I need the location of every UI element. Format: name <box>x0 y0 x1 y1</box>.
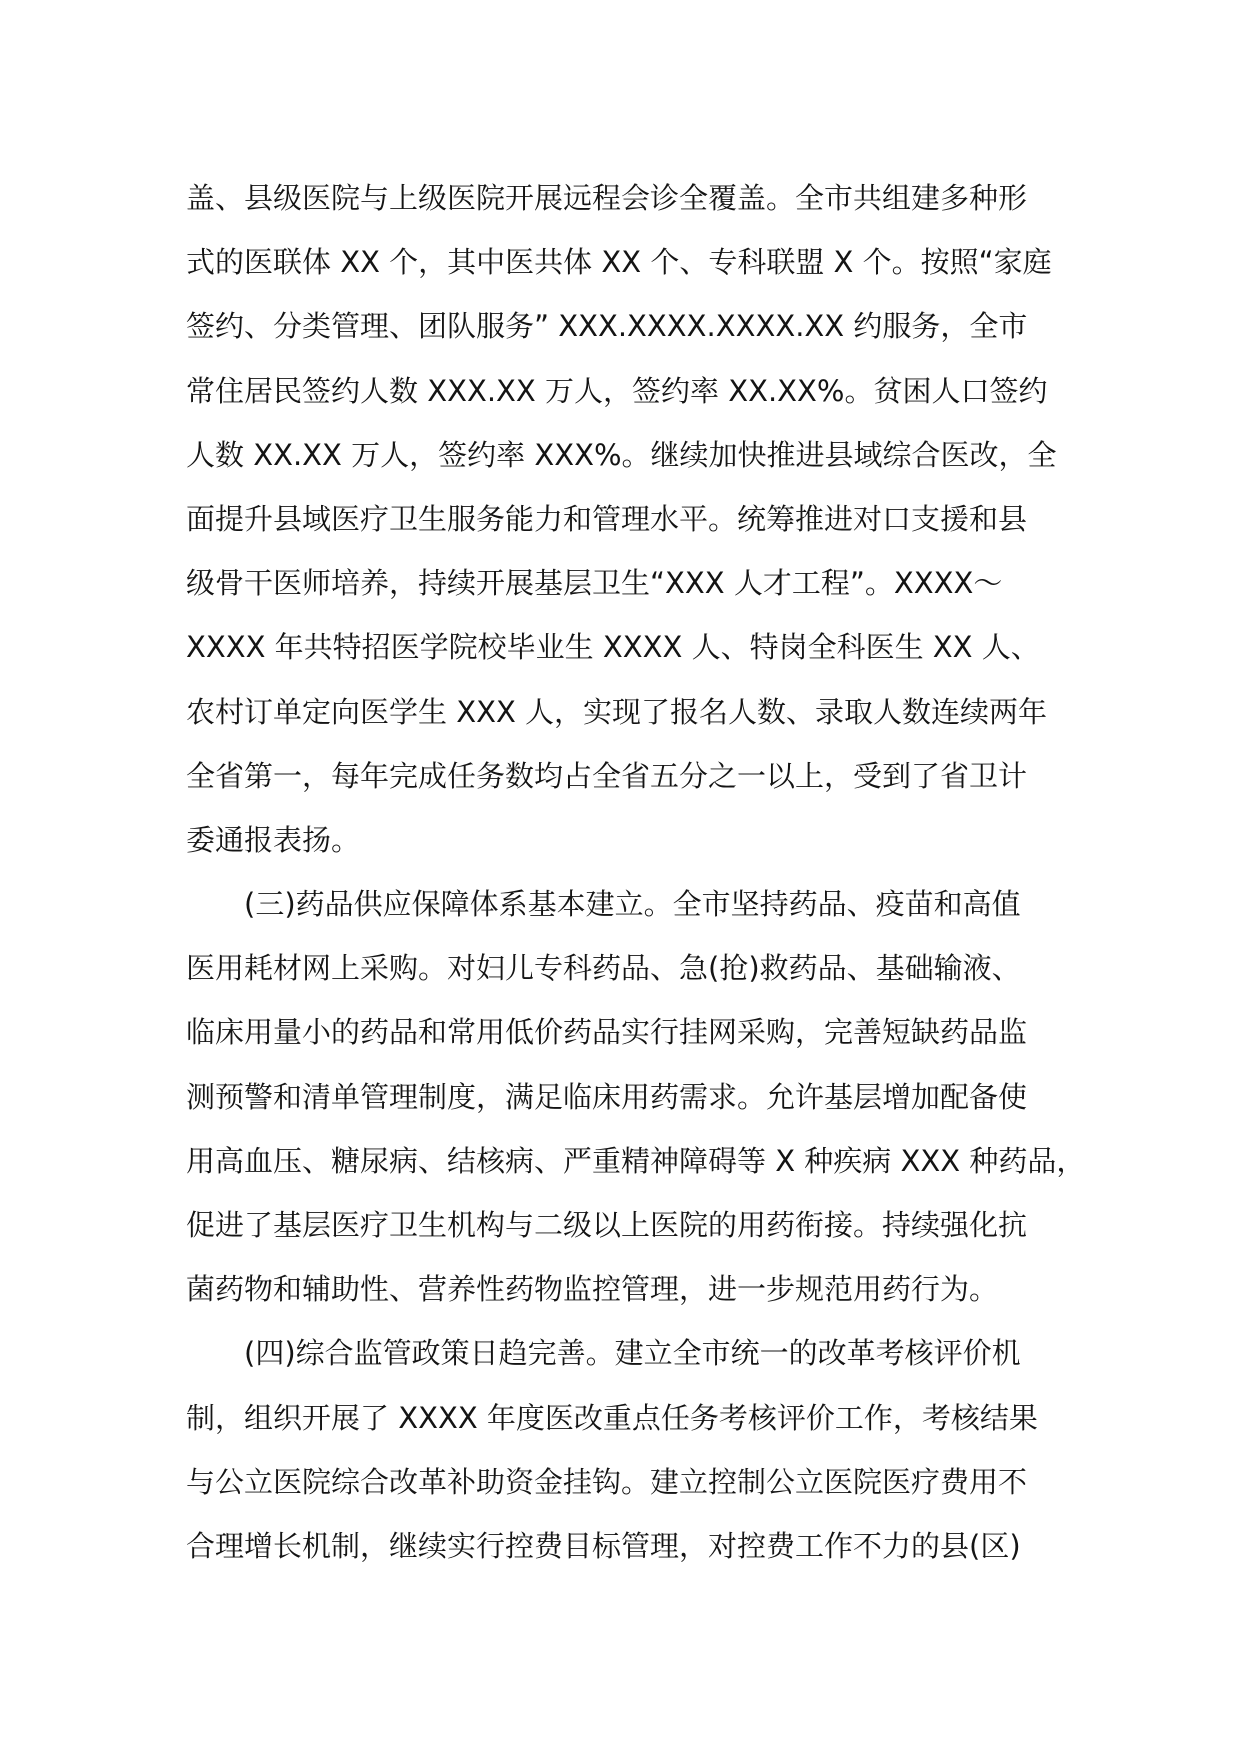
text-line: 全省第一，每年完成任务数均占全省五分之一以上，受到了省卫计 <box>186 758 1028 793</box>
text-line: 式的医联体 XX 个，其中医共体 XX 个、专科联盟 X 个。按照“家庭 <box>186 245 1052 280</box>
text-line: 级骨干医师培养，持续开展基层卫生“XXX 人才工程”。XXXX～ <box>186 566 1003 601</box>
text-line: 面提升县域医疗卫生服务能力和管理水平。统筹推进对口支援和县 <box>186 501 1028 536</box>
text-line: 促进了基层医疗卫生机构与二级以上医院的用药衔接。持续强化抗 <box>186 1208 1028 1242</box>
text-line: (三)药品供应保障体系基本建立。全市坚持药品、疫苗和高值 <box>244 887 1021 922</box>
text-line: 合理增长机制，继续实行控费目标管理，对控费工作不力的县(区) <box>186 1528 1021 1563</box>
text-line: 制，组织开展了 XXXX 年度医改重点任务考核评价工作，考核结果 <box>186 1400 1038 1435</box>
text-line: 盖、县级医院与上级医院开展远程会诊全覆盖。全市共组建多种形 <box>186 181 1028 215</box>
text-line: 委通报表扬。 <box>186 822 361 857</box>
text-line: 菌药物和辅助性、营养性药物监控管理，进一步规范用药行为。 <box>186 1272 999 1307</box>
text-line: 医用耗材网上采购。对妇儿专科药品、急(抢)救药品、基础输液、 <box>186 951 1021 986</box>
text-line: 签约、分类管理、团队服务” XXX.XXXX.XXXX.XX 约服务，全市 <box>186 309 1028 344</box>
text-line: 与公立医院综合改革补助资金挂钩。建立控制公立医院医疗费用不 <box>186 1464 1028 1499</box>
text-line: XXXX 年共特招医学院校毕业生 XXXX 人、特岗全科医生 XX 人、 <box>186 630 1040 665</box>
text-line: 农村订单定向医学生 XXX 人，实现了报名人数、录取人数连续两年 <box>186 694 1048 729</box>
text-line: 人数 XX.XX 万人，签约率 XXX%。继续加快推进县域综合医改，全 <box>186 437 1057 472</box>
text-line: 临床用量小的药品和常用低价药品实行挂网采购，完善短缺药品监 <box>186 1015 1028 1050</box>
text-line: (四)综合监管政策日趋完善。建立全市统一的改革考核评价机 <box>244 1336 1021 1371</box>
text-line: 常住居民签约人数 XXX.XX 万人，签约率 XX.XX%。贫困人口签约 <box>186 373 1048 408</box>
document-body <box>186 166 1086 1578</box>
text-line: 用高血压、糖尿病、结核病、严重精神障碍等 X 种疾病 XXX 种药品， <box>186 1143 1086 1178</box>
text-line: 测预警和清单管理制度，满足临床用药需求。允许基层增加配备使 <box>186 1079 1028 1114</box>
